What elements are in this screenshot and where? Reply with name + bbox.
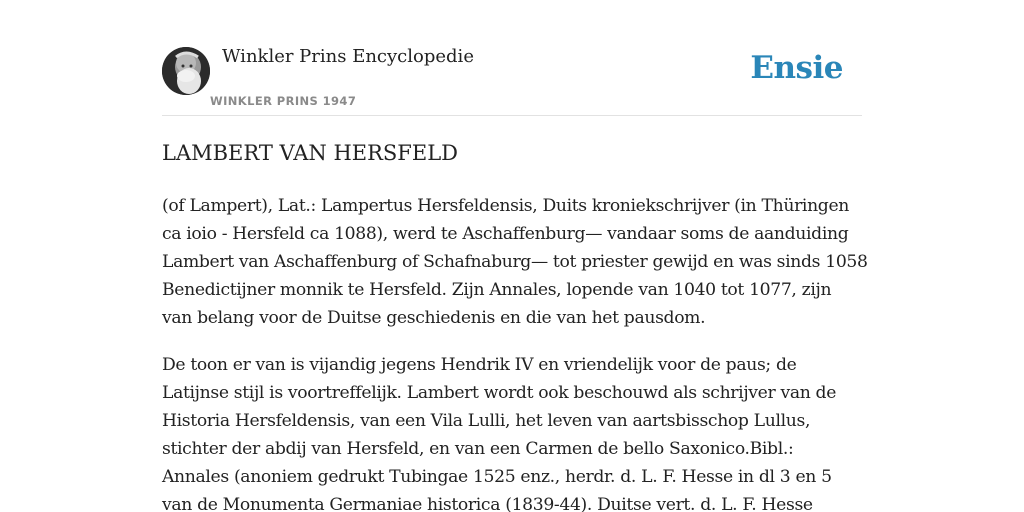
text-line: De toon er van is vijandig jegens Hendrik IV en vriendelijk voor de paus; de (162, 355, 797, 375)
article-title: LAMBERT VAN HERSFELD (162, 141, 458, 165)
article-paragraph (162, 351, 862, 512)
text-line: Annales (anoniem gedrukt Tubingae 1525 enz., herdr. d. L. F. Hesse in dl 3 en 5 (162, 467, 832, 487)
text-line: Lambert van Aschaffenburg of Schafnaburg— tot priester gewijd en was sinds 1058 (162, 252, 868, 272)
text-line: Benedictijner monnik te Hersfeld. Zijn Annales, lopende van 1040 tot 1077, zijn (162, 280, 832, 300)
text-line: stichter der abdij van Hersfeld, en van een Carmen de bello Saxonico.Bibl.: (162, 439, 794, 459)
source-avatar[interactable] (162, 47, 210, 95)
text-line: Latijnse stijl is voortreffelijk. Lambert wordt ook beschouwd als schrijver van de (162, 383, 837, 403)
text-line: (of Lampert), Lat.: Lampertus Hersfeldensis, Duits kroniekschrijver (in Thüringen (162, 196, 849, 216)
bearded-man-portrait-icon (162, 47, 210, 95)
text-line: van de Monumenta Germaniae historica (1839-44). Duitse vert. d. L. F. Hesse (162, 495, 813, 512)
text-line: ca ioio - Hersfeld ca 1088), werd te Aschaffenburg— vandaar soms de aanduiding (162, 224, 849, 244)
source-header (162, 0, 862, 116)
text-line: van belang voor de Duitse geschiedenis en die van het pausdom. (162, 308, 706, 328)
source-subtitle: WINKLER PRINS 1947 (210, 94, 357, 108)
text-line: Historia Hersfeldensis, van een Vila Lulli, het leven van aartsbisschop Lullus, (162, 411, 811, 431)
article-paragraph (162, 192, 868, 332)
source-title[interactable]: Winkler Prins Encyclopedie (222, 46, 474, 67)
brand-logo[interactable]: Ensie (750, 50, 843, 86)
article-body (162, 192, 868, 512)
